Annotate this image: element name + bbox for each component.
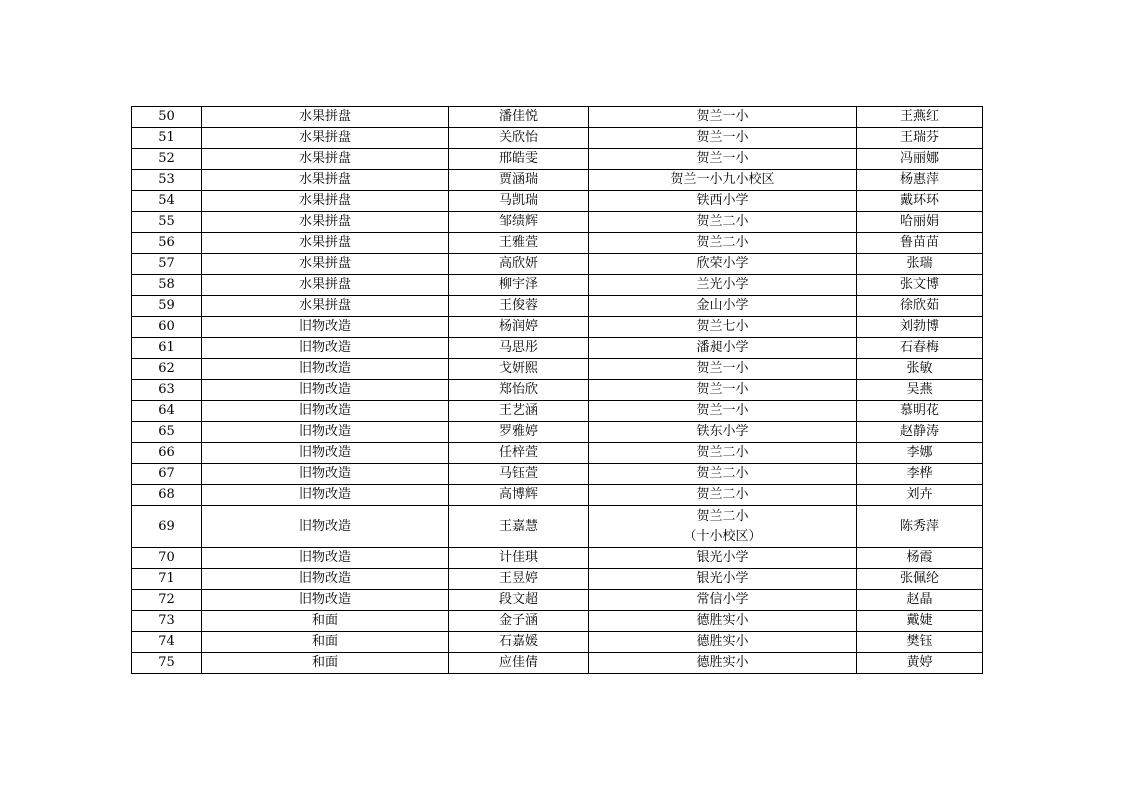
school-cell: [589, 296, 857, 317]
school-cell: [589, 401, 857, 422]
row-number-cell: 75: [132, 653, 202, 674]
project-cell: 旧物改造: [202, 317, 449, 338]
row-number-cell: 57: [132, 254, 202, 275]
project-cell: 旧物改造: [202, 443, 449, 464]
school-line: 兰光小学: [696, 277, 749, 292]
student-name-cell: 关欣怡: [449, 128, 589, 149]
row-number-cell: 62: [132, 359, 202, 380]
school-cell: [589, 128, 857, 149]
student-name-cell: 贾涵瑞: [449, 170, 589, 191]
teacher-cell: 慕明花: [857, 401, 983, 422]
project-cell: 旧物改造: [202, 359, 449, 380]
project-cell: 和面: [202, 653, 449, 674]
school-line: 贺兰二小: [696, 235, 749, 250]
award-table-body: [132, 107, 983, 674]
student-name-cell: 罗雅婷: [449, 422, 589, 443]
row-number-cell: 53: [132, 170, 202, 191]
row-number-cell: 54: [132, 191, 202, 212]
school-line: 贺兰二小: [696, 487, 749, 502]
student-name-cell: 王昱婷: [449, 569, 589, 590]
student-name-cell: 王雅萱: [449, 233, 589, 254]
row-number-cell: 72: [132, 590, 202, 611]
teacher-cell: 王燕红: [857, 107, 983, 128]
project-cell: 水果拼盘: [202, 275, 449, 296]
student-name-cell: 杨润婷: [449, 317, 589, 338]
school-line: 金山小学: [696, 298, 749, 313]
school-line: 贺兰二小: [696, 508, 749, 524]
school-cell: [589, 254, 857, 275]
project-cell: 旧物改造: [202, 338, 449, 359]
table-row: [132, 380, 983, 401]
student-name-cell: 马凯瑞: [449, 191, 589, 212]
school-cell: [589, 632, 857, 653]
school-cell: [589, 464, 857, 485]
teacher-cell: 石春梅: [857, 338, 983, 359]
row-number-cell: 64: [132, 401, 202, 422]
school-line: 贺兰二小: [696, 445, 749, 460]
school-line: 贺兰一小: [696, 361, 749, 376]
school-line: 贺兰一小: [696, 109, 749, 124]
project-cell: 旧物改造: [202, 569, 449, 590]
school-cell: [589, 380, 857, 401]
teacher-cell: 徐欣茹: [857, 296, 983, 317]
row-number-cell: 50: [132, 107, 202, 128]
student-name-cell: 高博辉: [449, 485, 589, 506]
table-row: [132, 506, 983, 548]
school-cell: [589, 149, 857, 170]
table-row: [132, 422, 983, 443]
school-cell: [589, 548, 857, 569]
table-row: [132, 191, 983, 212]
student-name-cell: 王艺涵: [449, 401, 589, 422]
school-cell: [589, 359, 857, 380]
student-name-cell: 应佳倩: [449, 653, 589, 674]
school-line: 贺兰一小: [696, 151, 749, 166]
row-number-cell: 56: [132, 233, 202, 254]
school-cell: [589, 212, 857, 233]
teacher-cell: 张佩纶: [857, 569, 983, 590]
row-number-cell: 70: [132, 548, 202, 569]
table-row: [132, 317, 983, 338]
school-line: 贺兰一小九小校区: [670, 172, 775, 187]
student-name-cell: 石嘉媛: [449, 632, 589, 653]
student-name-cell: 柳宇泽: [449, 275, 589, 296]
table-row: [132, 128, 983, 149]
project-cell: 旧物改造: [202, 506, 449, 548]
school-line: 银光小学: [696, 550, 749, 565]
school-line: 德胜实小: [696, 634, 749, 649]
school-cell: [589, 653, 857, 674]
school-cell: [589, 569, 857, 590]
student-name-cell: 任梓萱: [449, 443, 589, 464]
project-cell: 水果拼盘: [202, 233, 449, 254]
row-number-cell: 73: [132, 611, 202, 632]
table-row: [132, 485, 983, 506]
row-number-cell: 59: [132, 296, 202, 317]
row-number-cell: 74: [132, 632, 202, 653]
teacher-cell: 戴环环: [857, 191, 983, 212]
project-cell: 水果拼盘: [202, 107, 449, 128]
student-name-cell: 高欣妍: [449, 254, 589, 275]
student-name-cell: 戈妍熙: [449, 359, 589, 380]
school-cell: [589, 338, 857, 359]
teacher-cell: 吴燕: [857, 380, 983, 401]
project-cell: 水果拼盘: [202, 212, 449, 233]
table-row: [132, 170, 983, 191]
table-row: [132, 359, 983, 380]
project-cell: 旧物改造: [202, 422, 449, 443]
school-cell: [589, 107, 857, 128]
teacher-cell: 刘勃博: [857, 317, 983, 338]
row-number-cell: 66: [132, 443, 202, 464]
student-name-cell: 郑怡欣: [449, 380, 589, 401]
teacher-cell: 李娜: [857, 443, 983, 464]
table-row: [132, 611, 983, 632]
teacher-cell: 杨霞: [857, 548, 983, 569]
award-table-container: [131, 106, 982, 674]
teacher-cell: 王瑞芬: [857, 128, 983, 149]
school-line: 贺兰二小: [696, 214, 749, 229]
row-number-cell: 55: [132, 212, 202, 233]
award-table: [131, 106, 983, 674]
school-line: 潘昶小学: [696, 340, 749, 355]
project-cell: 水果拼盘: [202, 296, 449, 317]
school-cell: [589, 590, 857, 611]
school-line: 贺兰一小: [696, 130, 749, 145]
school-line: 德胜实小: [696, 613, 749, 628]
project-cell: 水果拼盘: [202, 170, 449, 191]
table-row: [132, 464, 983, 485]
school-cell: [589, 485, 857, 506]
student-name-cell: 段文超: [449, 590, 589, 611]
student-name-cell: 马钰萱: [449, 464, 589, 485]
school-line: 德胜实小: [696, 655, 749, 670]
table-row: [132, 212, 983, 233]
school-cell: [589, 170, 857, 191]
school-cell: [589, 506, 857, 548]
table-row: [132, 254, 983, 275]
student-name-cell: 王嘉慧: [449, 506, 589, 548]
student-name-cell: 邢皓雯: [449, 149, 589, 170]
school-cell: [589, 317, 857, 338]
table-row: [132, 569, 983, 590]
student-name-cell: 王俊蓉: [449, 296, 589, 317]
table-row: [132, 632, 983, 653]
teacher-cell: 杨惠萍: [857, 170, 983, 191]
table-row: [132, 107, 983, 128]
row-number-cell: 52: [132, 149, 202, 170]
school-cell: [589, 233, 857, 254]
school-cell: [589, 443, 857, 464]
school-line: 贺兰一小: [696, 382, 749, 397]
project-cell: 旧物改造: [202, 485, 449, 506]
table-row: [132, 338, 983, 359]
project-cell: 旧物改造: [202, 380, 449, 401]
school-line: （十小校区）: [683, 528, 762, 544]
student-name-cell: 邹绩辉: [449, 212, 589, 233]
row-number-cell: 60: [132, 317, 202, 338]
row-number-cell: 71: [132, 569, 202, 590]
row-number-cell: 65: [132, 422, 202, 443]
row-number-cell: 61: [132, 338, 202, 359]
table-row: [132, 401, 983, 422]
teacher-cell: 张文博: [857, 275, 983, 296]
school-line: 贺兰二小: [696, 466, 749, 481]
row-number-cell: 58: [132, 275, 202, 296]
table-row: [132, 275, 983, 296]
table-row: [132, 233, 983, 254]
table-row: [132, 443, 983, 464]
teacher-cell: 樊钰: [857, 632, 983, 653]
row-number-cell: 63: [132, 380, 202, 401]
teacher-cell: 李桦: [857, 464, 983, 485]
school-cell: [589, 611, 857, 632]
teacher-cell: 戴婕: [857, 611, 983, 632]
project-cell: 水果拼盘: [202, 254, 449, 275]
table-row: [132, 548, 983, 569]
student-name-cell: 金子涵: [449, 611, 589, 632]
teacher-cell: 陈秀萍: [857, 506, 983, 548]
teacher-cell: 张敏: [857, 359, 983, 380]
teacher-cell: 赵静涛: [857, 422, 983, 443]
school-line: 贺兰一小: [696, 403, 749, 418]
school-line: 银光小学: [696, 571, 749, 586]
teacher-cell: 冯丽娜: [857, 149, 983, 170]
project-cell: 水果拼盘: [202, 149, 449, 170]
teacher-cell: 鲁苗苗: [857, 233, 983, 254]
row-number-cell: 69: [132, 506, 202, 548]
student-name-cell: 潘佳悦: [449, 107, 589, 128]
project-cell: 和面: [202, 632, 449, 653]
table-row: [132, 149, 983, 170]
teacher-cell: 刘卉: [857, 485, 983, 506]
school-line: 贺兰七小: [696, 319, 749, 334]
teacher-cell: 哈丽娟: [857, 212, 983, 233]
school-line: 铁西小学: [696, 193, 749, 208]
project-cell: 旧物改造: [202, 548, 449, 569]
table-row: [132, 296, 983, 317]
table-row: [132, 590, 983, 611]
row-number-cell: 67: [132, 464, 202, 485]
school-cell: [589, 422, 857, 443]
project-cell: 和面: [202, 611, 449, 632]
project-cell: 水果拼盘: [202, 191, 449, 212]
teacher-cell: 张瑞: [857, 254, 983, 275]
student-name-cell: 马思彤: [449, 338, 589, 359]
project-cell: 旧物改造: [202, 590, 449, 611]
school-cell: [589, 275, 857, 296]
teacher-cell: 黄婷: [857, 653, 983, 674]
school-line: 欣荣小学: [696, 256, 749, 271]
project-cell: 旧物改造: [202, 464, 449, 485]
school-line: 常信小学: [696, 592, 749, 607]
teacher-cell: 赵晶: [857, 590, 983, 611]
row-number-cell: 51: [132, 128, 202, 149]
table-row: [132, 653, 983, 674]
school-line: 铁东小学: [696, 424, 749, 439]
project-cell: 水果拼盘: [202, 128, 449, 149]
project-cell: 旧物改造: [202, 401, 449, 422]
student-name-cell: 计佳琪: [449, 548, 589, 569]
row-number-cell: 68: [132, 485, 202, 506]
school-cell: [589, 191, 857, 212]
